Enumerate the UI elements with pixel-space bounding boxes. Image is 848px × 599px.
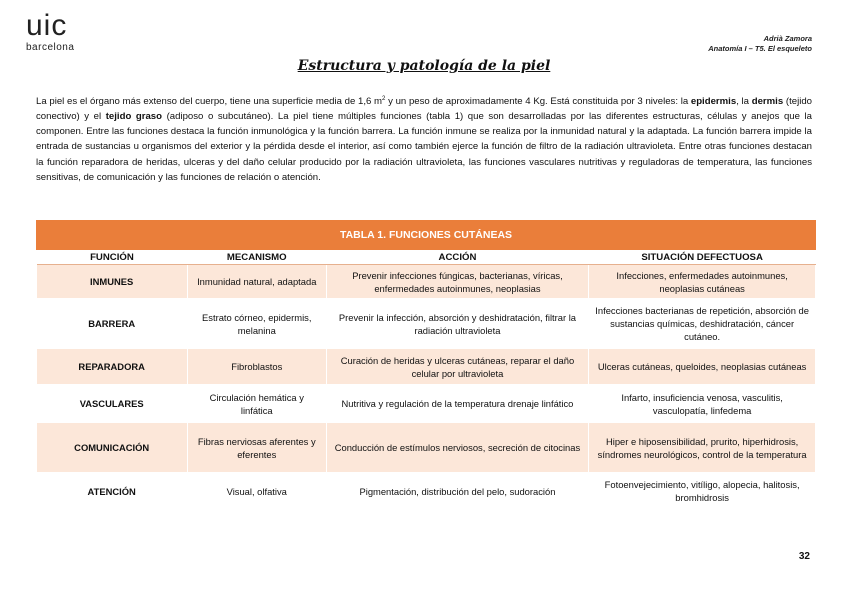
logo-mark: uic: [26, 9, 68, 42]
cell-accion: Prevenir la infección, absorción y deshidratación, filtrar la radiación ultravioleta: [326, 299, 589, 349]
cell-mecanismo: Estrato córneo, epidermis, melanina: [187, 299, 326, 349]
table-row: [37, 385, 816, 423]
cell-mecanismo: Circulación hemática y linfática: [187, 385, 326, 423]
header-info: [708, 34, 812, 54]
cell-situacion: Infarto, insuficiencia venosa, vasculitis, vasculopatía, linfedema: [589, 385, 816, 423]
intro-bold-epidermis: epidermis: [690, 96, 737, 108]
table-row: [37, 265, 816, 299]
cell-mecanismo: Fibroblastos: [187, 349, 326, 385]
intro-bold-tejido-graso: tejido graso: [105, 111, 163, 123]
intro-text-5: (adiposo o subcutáneo). La piel tiene múltiples funciones (tabla 1) que son desarrolladas por las diferentes estructuras, células y anejos que la componen. Entre las funciones destaca la función inmunológica y la función barrera. La función inmune se realiza por la inmunidad natural y la adaptada. La función barrera impide la entrada de sustancias u organismos del exterior y la pérdida desde el interior, así como también ejerce la función de filtro de la radiación ultravioleta. Entre otras funciones destacan la función reparadora de heridas, ulceras y del daño celular producido por la radiación ultravioleta, las funciones vasculares nutritivas y reguladoras de temperatura, las funciones sensitivas, de comunicación y las funciones de relación o atención.: [36, 111, 812, 183]
intro-paragraph: [36, 92, 812, 185]
cell-funcion: ATENCIÓN: [37, 473, 188, 510]
table-row: [37, 299, 816, 349]
intro-text-2: y un peso de aproximadamente 4 Kg. Está constituida por 3 niveles: la: [385, 96, 691, 108]
header-author: Adrià Zamora: [763, 34, 812, 43]
cell-situacion: Fotoenvejecimiento, vitíligo, alopecia, halitosis, bromhidrosis: [589, 473, 816, 510]
cell-funcion: COMUNICACIÓN: [37, 423, 188, 473]
intro-text-4: (tejido conectivo) y el: [36, 96, 813, 123]
intro-text-3: , la: [736, 96, 752, 108]
cell-situacion: Hiper e hiposensibilidad, prurito, hiperhidrosis, síndromes neurológicos, control de la temperatura: [589, 423, 816, 473]
cell-situacion: Infecciones bacterianas de repetición, absorción de sustancias químicas, deshidratación, cáncer cutáneo.: [589, 299, 816, 349]
cell-funcion: BARRERA: [37, 299, 188, 349]
page-number: 32: [798, 551, 810, 562]
cell-funcion: INMUNES: [37, 265, 188, 299]
intro-superscript: 2: [382, 96, 386, 102]
intro-text-1: La piel es el órgano más extenso del cuerpo, tiene una superficie media de 1,6 m: [36, 96, 383, 108]
logo-subtitle: barcelona: [26, 42, 75, 53]
cell-accion: Prevenir infecciones fúngicas, bacterianas, víricas, enfermedades autoinmunes, neoplasias: [326, 265, 589, 299]
page-title: Estructura y patología de la piel: [297, 58, 551, 74]
uic-logo: [26, 9, 75, 54]
col-header-funcion: FUNCIÓN: [37, 250, 188, 265]
col-header-situacion: SITUACIÓN DEFECTUOSA: [589, 250, 816, 265]
cell-mecanismo: Inmunidad natural, adaptada: [187, 265, 326, 299]
table-row: [37, 423, 816, 473]
functions-table: [36, 220, 816, 510]
cell-accion: Nutritiva y regulación de la temperatura drenaje linfático: [326, 385, 589, 423]
cell-mecanismo: Visual, olfativa: [187, 473, 326, 510]
cell-mecanismo: Fibras nerviosas aferentes y eferentes: [187, 423, 326, 473]
cell-accion: Curación de heridas y ulceras cutáneas, reparar el daño celular por ultravioleta: [326, 349, 589, 385]
cell-accion: Pigmentación, distribución del pelo, sudoración: [326, 473, 589, 510]
table-caption: TABLA 1. FUNCIONES CUTÁNEAS: [37, 221, 816, 250]
cell-accion: Conducción de estímulos nerviosos, secreción de citocinas: [326, 423, 589, 473]
cell-funcion: VASCULARES: [37, 385, 188, 423]
intro-bold-dermis: dermis: [751, 96, 784, 108]
table-row: [37, 473, 816, 510]
cell-funcion: REPARADORA: [37, 349, 188, 385]
cell-situacion: Infecciones, enfermedades autoinmunes, neoplasias cutáneas: [589, 265, 816, 299]
cell-situacion: Ulceras cutáneas, queloides, neoplasias cutáneas: [589, 349, 816, 385]
col-header-mecanismo: MECANISMO: [187, 250, 326, 265]
header-course: Anatomía I – T5. El esqueleto: [708, 44, 812, 53]
table-row: [37, 349, 816, 385]
col-header-accion: ACCIÓN: [326, 250, 589, 265]
